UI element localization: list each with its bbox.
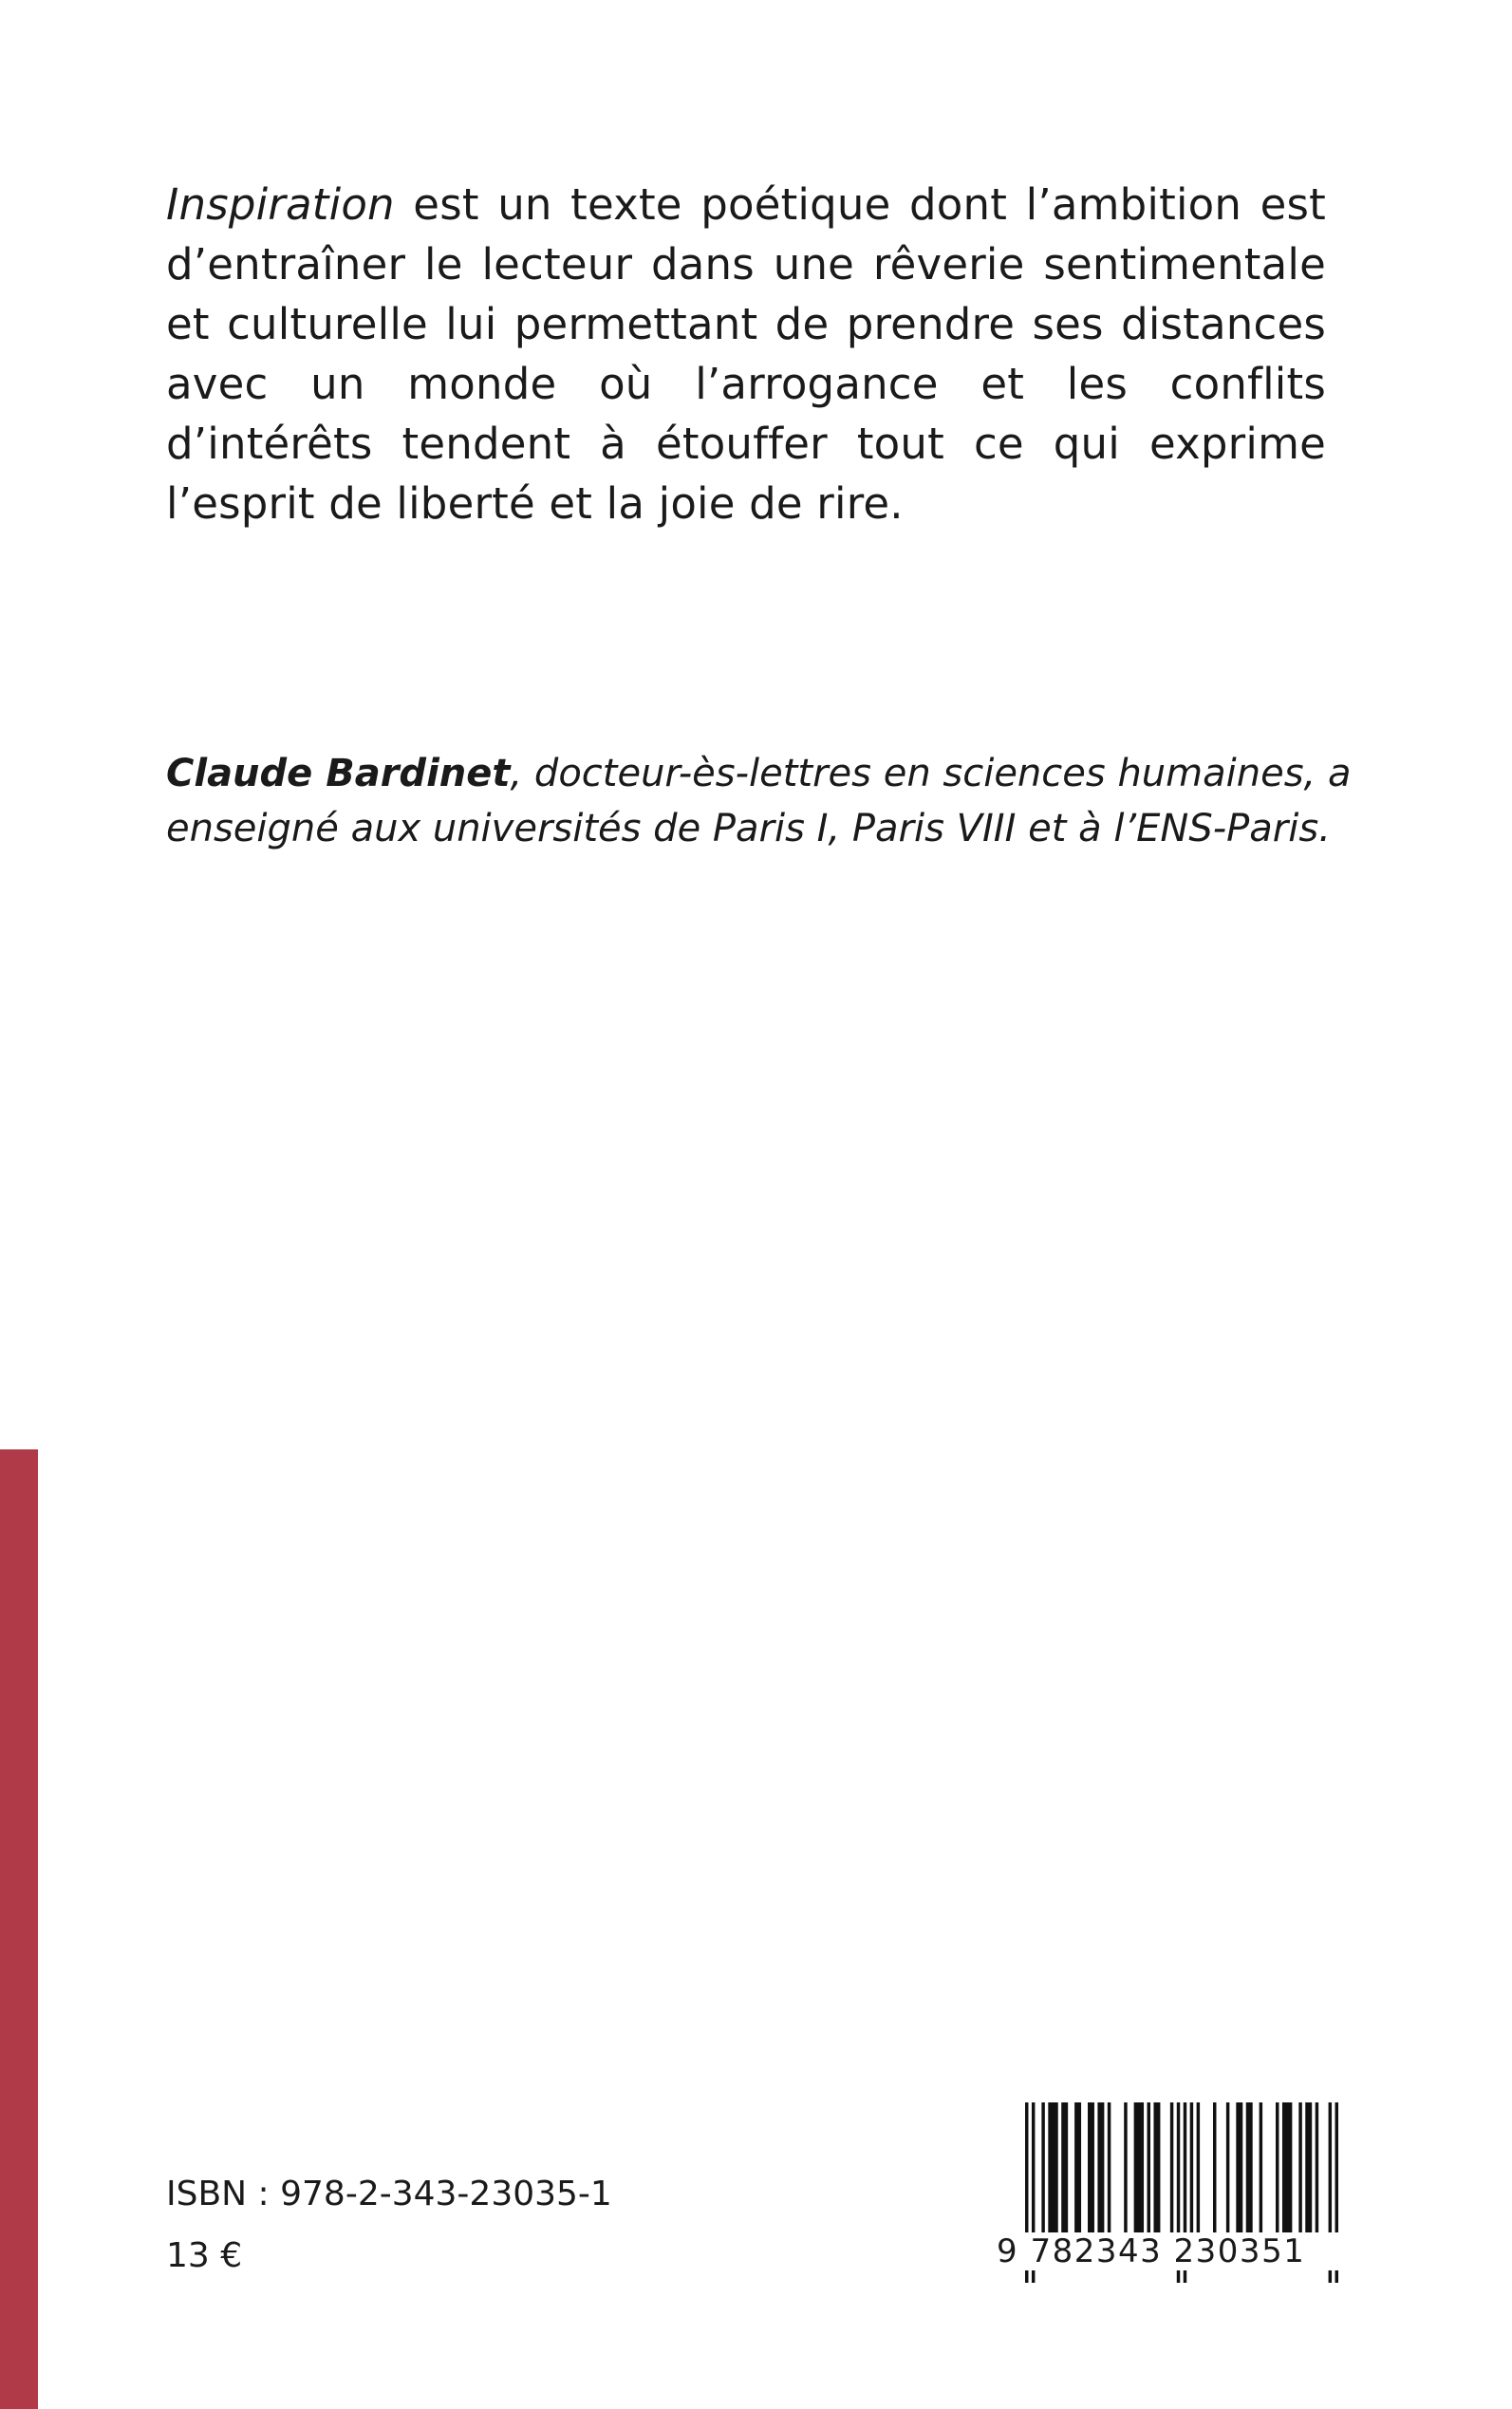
barcode-bar xyxy=(1298,2102,1301,2235)
barcode-bar xyxy=(1246,2102,1253,2235)
barcode-bar xyxy=(1124,2102,1127,2235)
barcode-bar xyxy=(1276,2102,1279,2235)
barcode-digits: 9 782343 230351 xyxy=(997,2232,1338,2270)
barcode-bar xyxy=(1260,2102,1262,2235)
price-label: 13 € xyxy=(166,2236,243,2275)
back-cover-blurb xyxy=(166,175,1326,533)
barcode-bar xyxy=(1097,2102,1104,2235)
barcode-bar xyxy=(1153,2102,1160,2235)
author-bio xyxy=(166,746,1353,856)
author-name: Claude Bardinet xyxy=(166,752,511,795)
barcode-bar xyxy=(1305,2102,1312,2235)
barcode-bar xyxy=(1236,2102,1242,2235)
book-title: Inspiration xyxy=(166,179,395,230)
barcode-bar xyxy=(1148,2102,1150,2235)
barcode-bar xyxy=(1213,2102,1216,2235)
blurb-text: est un texte poétique dont l’ambition est d’entraîner le lecteur dans une rêverie sentimentale et culturelle lui permettant de prendre ses distances avec un monde où l’arrogance et les conflits d’intérêts tendent à étouffer tout ce qui exprime l’esprit de liberté et la joie de rire. xyxy=(166,179,1326,529)
barcode-bar xyxy=(1190,2102,1193,2235)
isbn-number: ISBN : 978-2-343-23035-1 xyxy=(166,2175,612,2213)
barcode-bar xyxy=(1316,2102,1318,2235)
barcode-bar xyxy=(1170,2102,1173,2235)
barcode-bar xyxy=(1088,2102,1094,2235)
barcode-bar xyxy=(1197,2102,1200,2235)
barcode-bar xyxy=(1048,2102,1057,2235)
barcode-bar xyxy=(1074,2102,1081,2235)
barcode-bar xyxy=(1061,2102,1068,2235)
barcode-bar xyxy=(1108,2102,1111,2235)
barcode-bar xyxy=(1041,2102,1044,2235)
barcode-bar xyxy=(1134,2102,1144,2235)
author-bio-text: , docteur-ès-lettres en sciences humaines, a enseigné aux universités de Paris I, Paris VIII et à l’ENS-Paris. xyxy=(166,752,1352,850)
spine-color-band xyxy=(0,1449,38,2409)
barcode-bar xyxy=(1282,2102,1292,2235)
barcode-bar xyxy=(1226,2102,1229,2235)
